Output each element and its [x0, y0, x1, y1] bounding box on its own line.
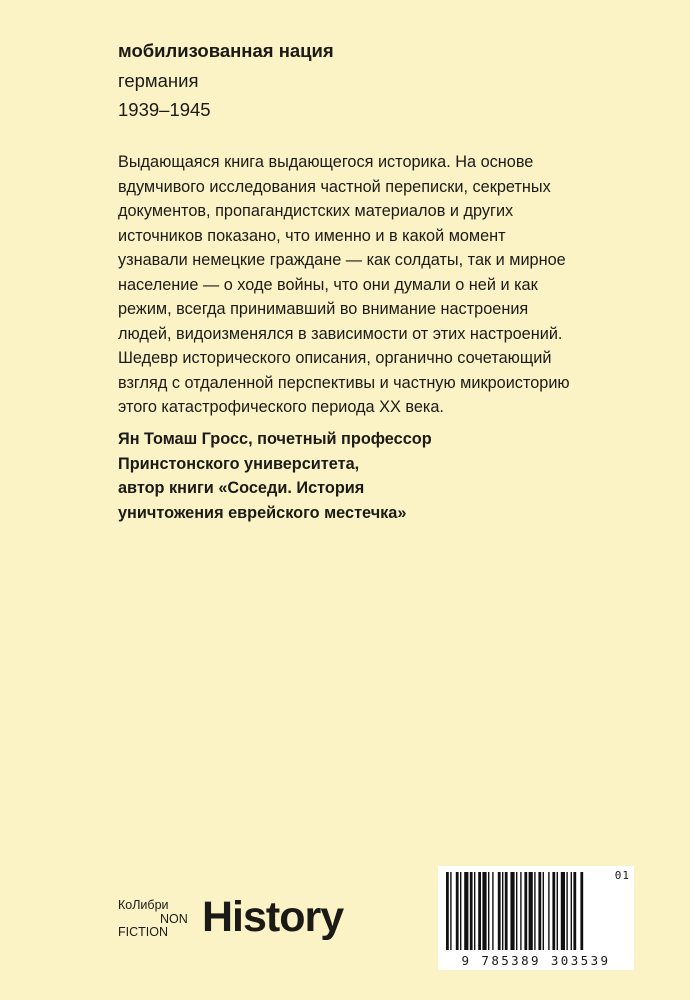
barcode-bar: [534, 872, 535, 950]
review-credit: [118, 427, 618, 525]
credit-line: Ян Томаш Гросс, почетный профессор: [118, 430, 432, 448]
blurb-line: взгляд с отдаленной перспективы и частную микроисторию: [118, 373, 570, 392]
book-title: мобилизованная нация: [118, 40, 334, 61]
blurb-line: вдумчивого исследования частной переписки, секретных: [118, 177, 551, 196]
barcode-bar: [446, 872, 449, 950]
barcode-bar: [520, 872, 521, 950]
barcode-bars: [438, 866, 634, 954]
blurb-line: Выдающаяся книга выдающегося историка. На основе: [118, 153, 534, 171]
barcode-bar: [552, 872, 555, 950]
barcode-bar: [510, 872, 514, 950]
header: [118, 38, 334, 123]
barcode-bar: [505, 872, 508, 950]
barcode-bar: [529, 872, 533, 950]
isbn-barcode: [438, 866, 634, 970]
barcode-bar: [450, 872, 451, 950]
credit-line: автор книги «Соседи. История: [118, 479, 365, 497]
barcode-bar: [548, 872, 549, 950]
barcode-bar: [516, 872, 517, 950]
credit-line: уничтожения еврейского местечка»: [118, 503, 407, 522]
publisher-stack: [118, 899, 188, 940]
series-line-fiction: FICTION: [118, 925, 168, 939]
blurb-line: этого катастрофического периода XX века.: [118, 398, 444, 416]
blurb-line: режим, всегда принимавший во внимание настроения: [118, 300, 529, 318]
barcode-bar: [557, 872, 558, 950]
barcode-bar: [573, 872, 576, 950]
barcode-bar: [580, 872, 583, 950]
barcode-bar: [474, 872, 475, 950]
blurb-line: людей, видоизменялся в зависимости от этих настроений.: [118, 324, 563, 343]
credit-line: Принстонского университета,: [118, 454, 360, 473]
barcode-bar: [498, 872, 501, 950]
series-line-non: NON: [160, 911, 188, 926]
barcode-bar: [470, 872, 473, 950]
barcode-bar: [538, 872, 541, 950]
barcode-bar: [464, 872, 468, 950]
barcode-bar: [561, 872, 565, 950]
series-name: History: [202, 893, 344, 941]
barcode-digits: 9 785389 303539: [461, 953, 611, 968]
barcode-bar: [456, 872, 459, 950]
barcode-bar: [524, 872, 527, 950]
blurb-line: население — о ходе войны, что они думали о ней и как: [118, 275, 538, 294]
blurb-line: Шедевр исторического описания, органично сочетающий: [118, 349, 552, 367]
book-subtitle: германия: [118, 70, 199, 91]
blurb-line: документов, пропагандистских материалов и других: [118, 202, 514, 220]
book-years: 1939–1945: [118, 99, 211, 120]
barcode-bar: [492, 872, 493, 950]
barcode-bar: [543, 872, 544, 950]
barcode-bar: [502, 872, 503, 950]
blurb-line: источников показано, что именно и в какой момент: [118, 226, 506, 245]
publisher-name: КоЛибри: [118, 898, 169, 912]
barcode-bar: [478, 872, 481, 950]
barcode-bar: [460, 872, 461, 950]
blurb-line: узнавали немецкие граждане — как солдаты, так и мирное: [118, 251, 566, 269]
barcode-bar: [482, 872, 486, 950]
barcode-bar: [566, 872, 567, 950]
blurb-text: [118, 150, 618, 420]
barcode-addon: 01: [614, 869, 630, 882]
barcode-bar: [571, 872, 572, 950]
barcode-bar: [488, 872, 489, 950]
